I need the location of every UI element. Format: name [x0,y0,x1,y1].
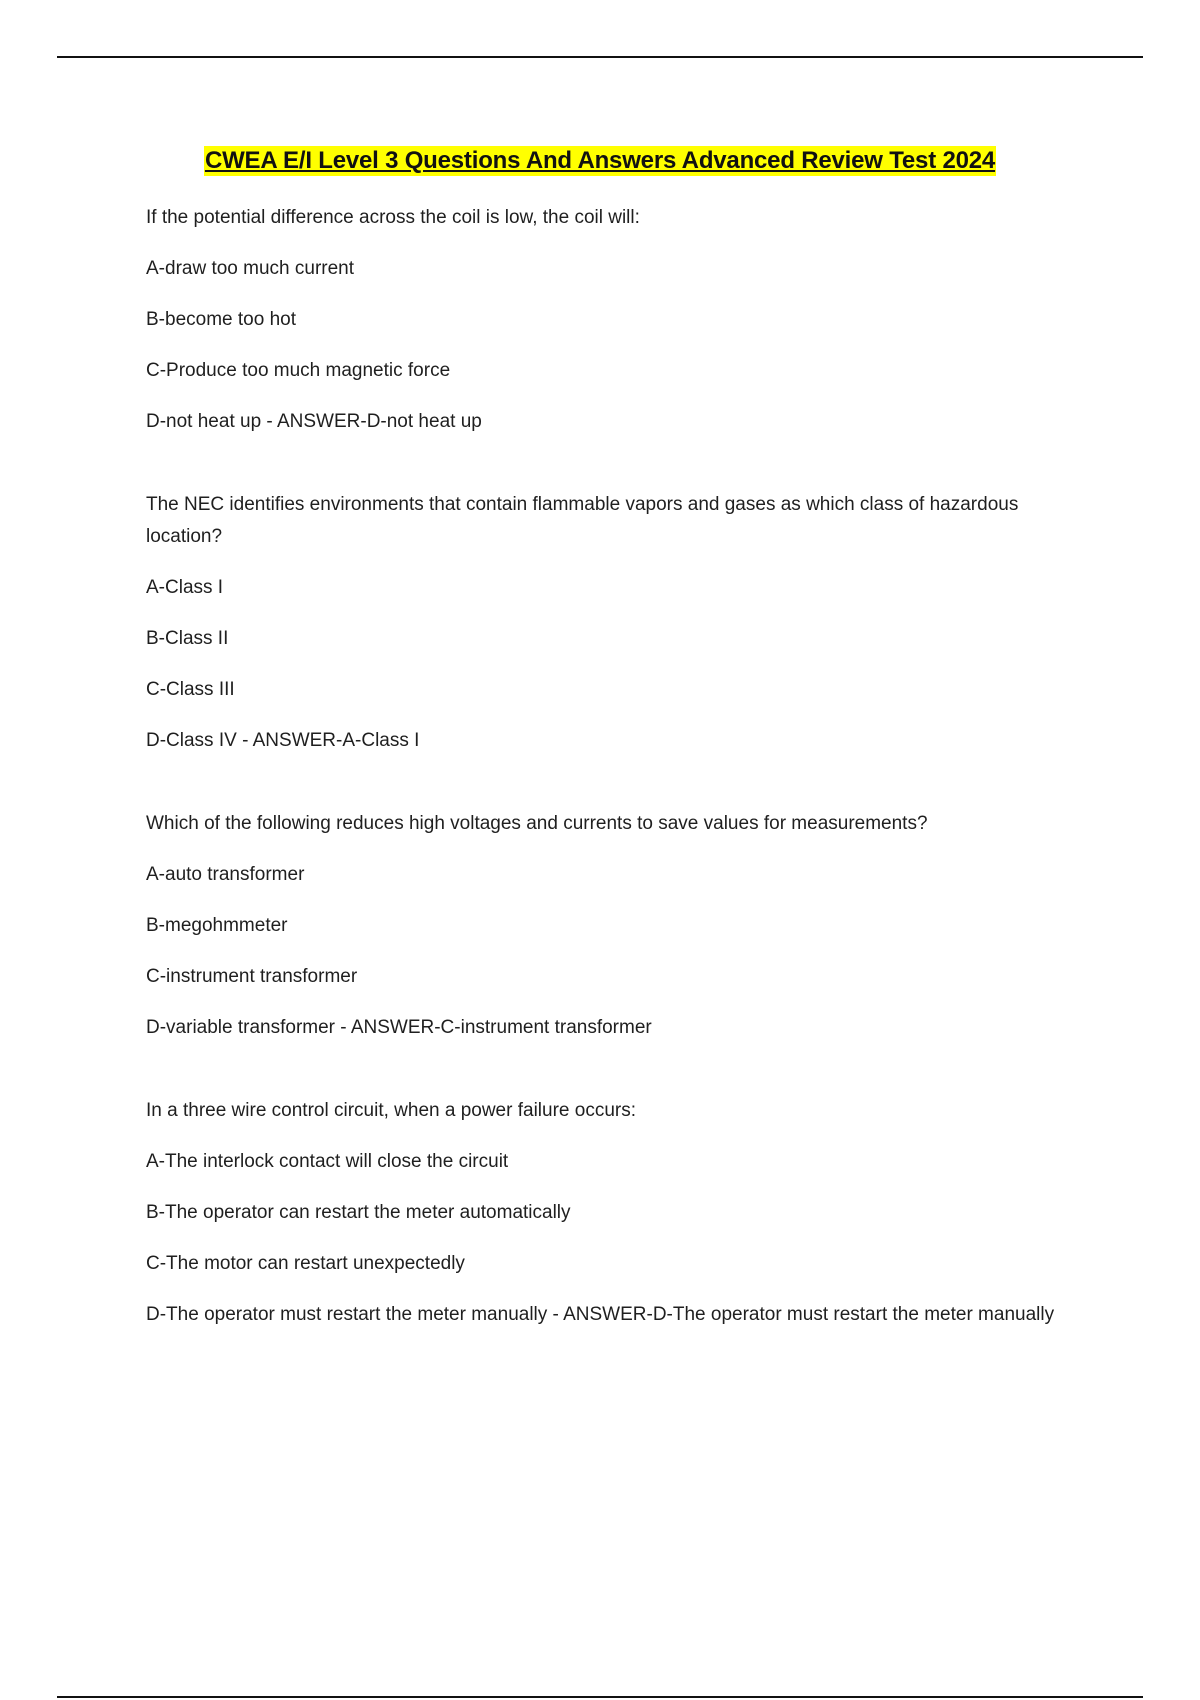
answer-option: D-The operator must restart the meter manually - ANSWER-D-The operator must restart the meter manually [146,1304,1055,1325]
answer-option: C-The motor can restart unexpectedly [146,1253,465,1274]
answer-option: D-not heat up - ANSWER-D-not heat up [146,411,482,432]
answer-option: D-Class IV - ANSWER-A-Class I [146,730,420,751]
top-rule [57,56,1143,58]
answer-option: A-draw too much current [146,258,355,279]
bottom-rule [57,1696,1143,1698]
answer-option: C-Class III [146,679,235,700]
question-text: The NEC identifies environments that contain flammable vapors and gases as which class of hazardous location? [146,494,1019,547]
question-text: Which of the following reduces high voltages and currents to save values for measurements? [146,813,928,834]
answer-option: A-auto transformer [146,864,305,885]
answer-option: B-The operator can restart the meter automatically [146,1202,571,1223]
question-block-3 [146,808,1076,1044]
question-text: In a three wire control circuit, when a power failure occurs: [146,1100,636,1121]
question-text: If the potential difference across the coil is low, the coil will: [146,207,640,228]
title-container [0,146,1200,176]
answer-option: B-become too hot [146,309,296,330]
question-block-4 [146,1095,1076,1331]
answer-option: B-Class II [146,628,229,649]
document-title: CWEA E/I Level 3 Questions And Answers Advanced Review Test 2024 [204,147,996,174]
answer-option: A-The interlock contact will close the circuit [146,1151,509,1172]
answer-option: B-megohmmeter [146,915,288,936]
answer-option: A-Class I [146,577,224,598]
question-block-2 [146,489,1076,757]
question-block-1 [146,202,1076,438]
answer-option: D-variable transformer - ANSWER-C-instrument transformer [146,1017,652,1038]
answer-option: C-Produce too much magnetic force [146,360,451,381]
document-body [146,202,1076,1382]
answer-option: C-instrument transformer [146,966,358,987]
